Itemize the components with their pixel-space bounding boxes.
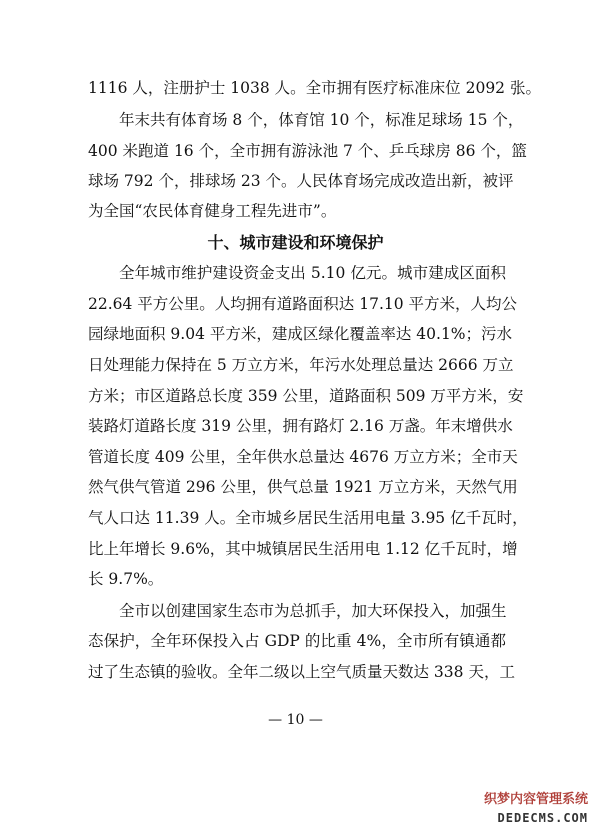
text-line: 全年城市维护建设资金支出 5.10 亿元。城市建成区面积	[119, 264, 506, 282]
text-line: 管道长度 409 公里，全年供水总量达 4676 万立方米；全市天	[88, 448, 518, 466]
text-line: 全市以创建国家生态市为总抓手，加大环保投入，加强生	[119, 602, 507, 620]
text-line: 日处理能力保持在 5 万立方米，年污水处理总量达 2666 万立	[88, 356, 514, 374]
text-line: 年末共有体育场 8 个，体育馆 10 个，标准足球场 15 个，	[119, 111, 524, 129]
text-line: 400 米跑道 16 个，全市拥有游泳池 7 个、乒乓球房 86 个，篮	[88, 142, 527, 160]
text-line: 态保护，全年环保投入占 GDP 的比重 4%，全市所有镇通都	[88, 632, 506, 650]
watermark-domain: DEDECMS.COM	[497, 811, 588, 825]
text-line: 长 9.7%。	[88, 570, 164, 588]
section-heading: 十、城市建设和环境保护	[207, 233, 384, 252]
watermark-title: 织梦内容管理系统	[483, 792, 588, 807]
text-line: 比上年增长 9.6%，其中城镇居民生活用电 1.12 亿千瓦时，增	[88, 540, 518, 558]
text-line: 然气供气管道 296 公里，供气总量 1921 万立方米，天然气用	[88, 478, 518, 496]
text-line: 方米；市区道路总长度 359 公里，道路面积 509 万平方米，安	[88, 387, 524, 405]
text-line: 装路灯道路长度 319 公里，拥有路灯 2.16 万盏。年末增供水	[88, 417, 513, 435]
text-line: 气人口达 11.39 人。全市城乡居民生活用电量 3.95 亿千瓦时，	[88, 509, 528, 527]
text-line: 为全国“农民体育健身工程先进市”。	[88, 202, 337, 220]
page-number: — 10 —	[268, 712, 323, 728]
text-line: 园绿地面积 9.04 平方米，建成区绿化覆盖率达 40.1%；污水	[88, 325, 513, 343]
text-line: 1116 人，注册护士 1038 人。全市拥有医疗标准床位 2092 张。	[88, 79, 541, 97]
text-line: 过了生态镇的验收。全年二级以上空气质量天数达 338 天，工	[88, 663, 515, 681]
text-line: 球场 792 个，排球场 23 个。人民体育场完成改造出新，被评	[88, 172, 514, 190]
text-line: 22.64 平方公里。人均拥有道路面积达 17.10 平方米，人均公	[88, 295, 518, 313]
